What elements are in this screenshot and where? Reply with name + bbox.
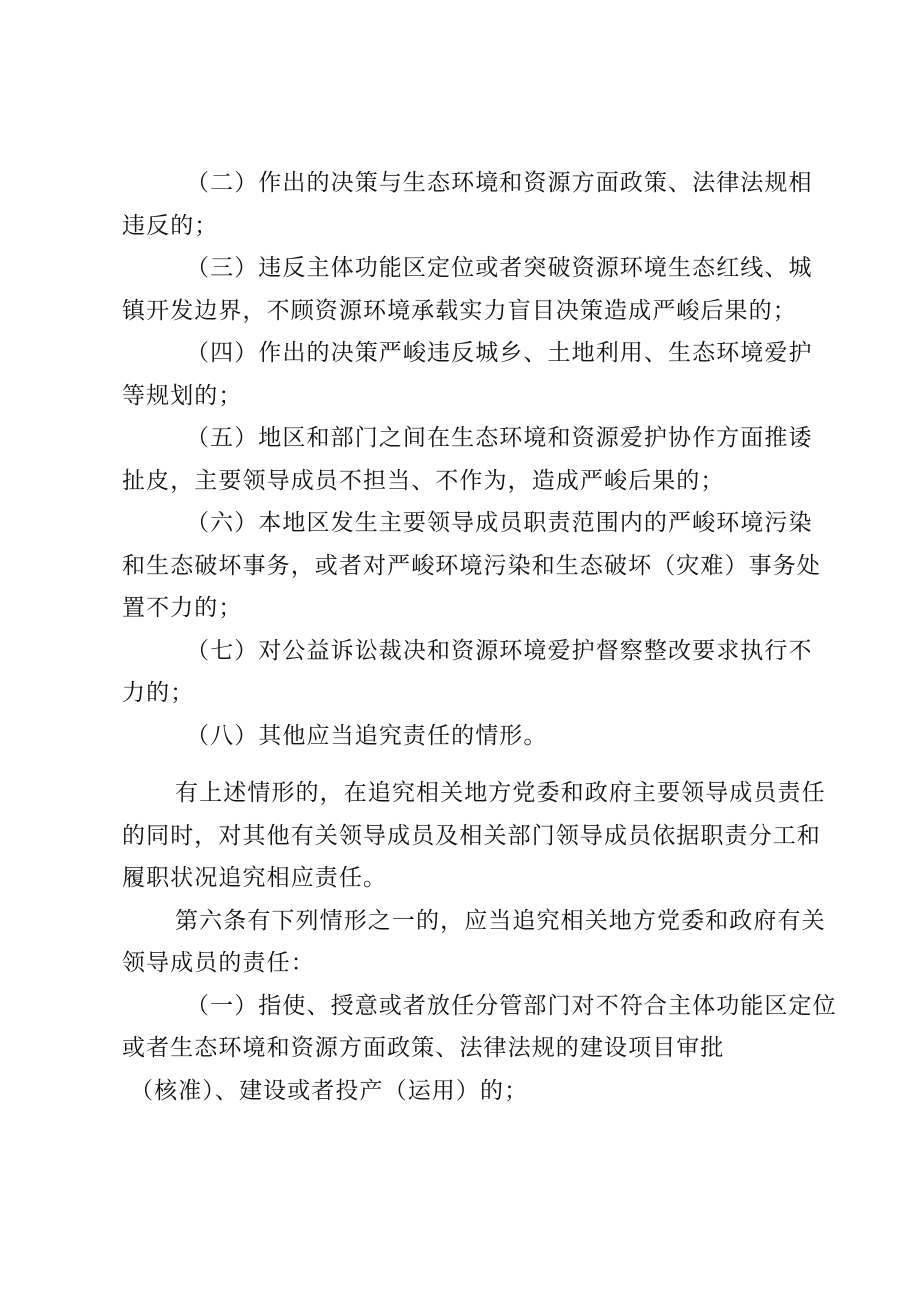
text-line: （七）对公益诉讼裁决和资源环境爱护督察整改要求执行不: [186, 638, 813, 664]
text-line: （六）本地区发生主要领导成员职责范围内的严峻环境污染: [186, 510, 813, 536]
text-line: 力的；: [122, 680, 195, 706]
text-line: 违反的；: [122, 213, 219, 239]
text-line: （三）违反主体功能区定位或者突破资源环境生态红线、城: [186, 255, 813, 281]
text-line: （四）作出的决策严峻违反城乡、土地利用、生态环境爱护: [186, 340, 813, 366]
text-line: 和生态破坏事务，或者对严峻环境污染和生态破坏（灾难）事务处: [122, 553, 821, 579]
text-line: 履职状况追究相应责任。: [122, 865, 388, 891]
text-line: （五）地区和部门之间在生态环境和资源爱护协作方面推诿: [186, 425, 813, 451]
text-line: （二）作出的决策与生态环境和资源方面政策、法律法规相: [186, 170, 813, 196]
text-line: 的同时，对其他有关领导成员及相关部门领导成员依据职责分工和: [122, 823, 821, 849]
text-line: 置不力的；: [122, 595, 243, 621]
text-line: 第六条有下列情形之一的，应当追究相关地方党委和政府有关: [175, 908, 826, 934]
text-line: 镇开发边界，不顾资源环境承载实力盲目决策造成严峻后果的；: [122, 298, 797, 324]
text-line: 扯皮，主要领导成员不担当、不作为，造成严峻后果的；: [122, 468, 725, 494]
text-line: （八）其他应当追究责任的情形。: [186, 723, 548, 749]
text-line: 有上述情形的，在追究相关地方党委和政府主要领导成员责任: [175, 780, 826, 806]
text-line: 领导成员的责任：: [122, 950, 315, 976]
text-line: （核准）、建设或者投产（运用）的；: [130, 1078, 529, 1104]
text-line: 或者生态环境和资源方面政策、法律法规的建设项目审批: [122, 1035, 725, 1061]
text-line: （一）指使、授意或者放任分管部门对不符合主体功能区定位: [186, 993, 837, 1019]
text-line: 等规划的；: [122, 383, 243, 409]
